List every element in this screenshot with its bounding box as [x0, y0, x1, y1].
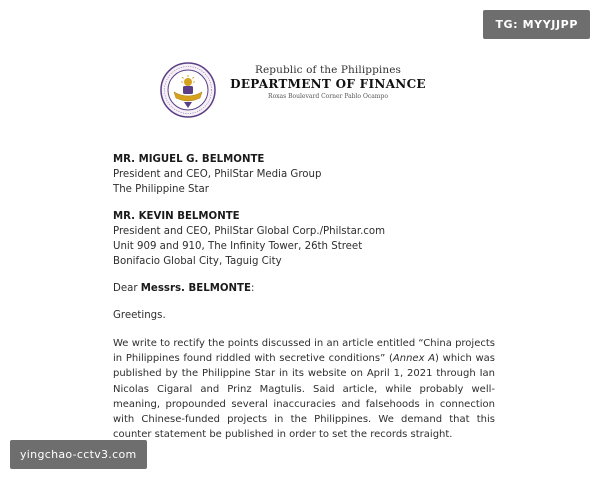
recipient-block-1 — [113, 152, 495, 197]
watermark-site: yingchao-cctv3.com — [10, 440, 147, 469]
paragraph-part-2: ) which was published by the Philippine Star in its website on April 1, 2021 through Ian Nicolas Cigaral and Prinz Magtulis. Said article, while probably well-meaning, propounded several inaccuracies and falsehoods in connection with Chinese-funded projects in the Philippines. We demand that this counter statement be published in order to set the records straight. — [113, 353, 496, 441]
recipient-2-title: President and CEO, PhilStar Global Corp./Philstar.com — [113, 226, 386, 237]
letterhead-address: Roxas Boulevard Corner Pablo Ocampo — [268, 93, 388, 100]
letterhead — [228, 64, 428, 101]
annex-reference: Annex A — [392, 353, 436, 365]
recipient-2-name: MR. KEVIN BELMONTE — [113, 211, 240, 222]
salutation-prefix: Dear — [113, 283, 141, 294]
recipient-block-2 — [113, 209, 495, 269]
salutation-name: Messrs. BELMONTE — [140, 283, 251, 294]
watermark-tag: TG: MYYJJPP — [483, 10, 590, 39]
department-of-finance-seal-icon — [160, 62, 216, 118]
salutation — [113, 281, 495, 296]
letterhead-department: DEPARTMENT OF FINANCE — [230, 77, 426, 91]
recipient-1-title: President and CEO, PhilStar Media Group — [113, 169, 322, 180]
salutation-suffix: : — [250, 283, 255, 294]
letterhead-republic: Republic of the Philippines — [254, 64, 402, 76]
body-paragraph — [113, 336, 495, 442]
recipient-1-name: MR. MIGUEL G. BELMONTE — [113, 154, 265, 165]
greeting: Greetings. — [113, 310, 166, 321]
recipient-2-address-line-1: Unit 909 and 910, The Infinity Tower, 26th Street — [113, 241, 363, 252]
paragraph-part-1: We write to rectify the points discussed in an article entitled “China projects in Philippines found riddled with secretive conditions” ( — [113, 338, 495, 365]
recipient-1-organization: The Philippine Star — [113, 184, 209, 195]
recipient-2-address-line-2: Bonifacio Global City, Taguig City — [113, 256, 282, 267]
